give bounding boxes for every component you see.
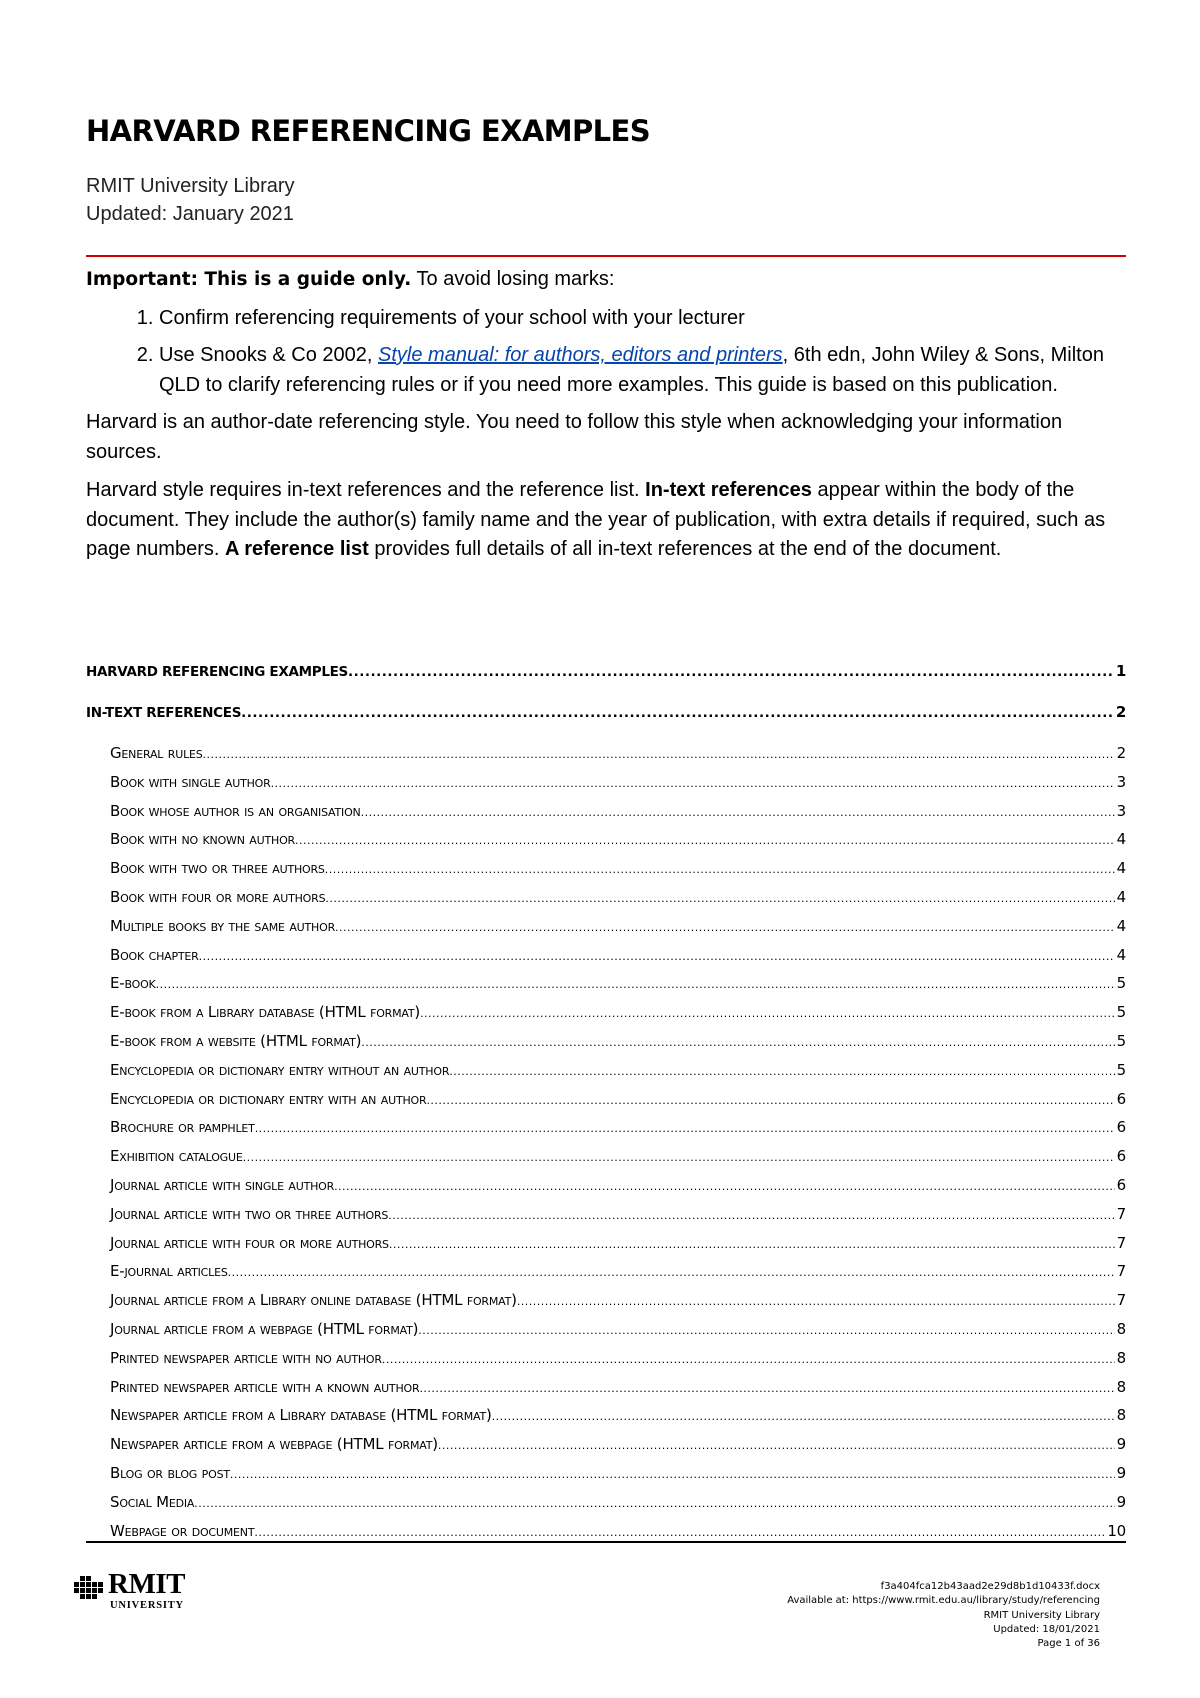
toc-entry-label: Multiple books by the same author [110, 917, 336, 935]
toc-entry-label: Webpage or document [110, 1522, 255, 1540]
toc-page-number: 8 [1116, 1407, 1126, 1425]
toc-page-number: 5 [1116, 1061, 1126, 1079]
toc-page-number: 4 [1116, 831, 1126, 849]
intro-paragraph-2 [86, 476, 1126, 565]
paragraph-text: Harvard style requires in-text references and the reference list. [86, 479, 646, 501]
toc-entry-label: Book whose author is an organisation [110, 802, 361, 820]
toc-subentry[interactable] [86, 1004, 1126, 1033]
toc-page-number: 4 [1116, 917, 1126, 935]
toc-page-number: 5 [1116, 1004, 1126, 1022]
intro-section [86, 265, 1126, 574]
toc-page-number: 3 [1116, 802, 1126, 820]
rmit-logo [74, 1568, 204, 1618]
toc-subentry[interactable] [86, 1407, 1126, 1436]
toc-entry-label: Newspaper article from a webpage (HTML format) [110, 1436, 438, 1454]
toc-leader-dots [388, 1207, 1114, 1224]
toc-page-number: 1 [1115, 663, 1126, 680]
toc-entry-label: Journal article with single author [110, 1176, 335, 1194]
toc-heading-entry[interactable] [86, 663, 1126, 704]
logo-university: UNIVERSITY [110, 1600, 184, 1611]
document-subtitle-updated: Updated: January 2021 [86, 203, 294, 225]
list-item-text: Use Snooks & Co 2002, [159, 344, 379, 366]
toc-leader-dots [492, 1408, 1115, 1425]
toc-subentry[interactable] [86, 1091, 1126, 1120]
toc-leader-dots [382, 1351, 1115, 1368]
toc-subentry[interactable] [86, 774, 1126, 803]
footer-divider [86, 1541, 1126, 1543]
document-subtitle-organisation: RMIT University Library [86, 175, 295, 197]
toc-subentry[interactable] [86, 1321, 1126, 1350]
paragraph-text: appear within the body of the document. They include the author(s) family name and the year of publication, with extra details if required, such as page numbers. [86, 479, 1106, 560]
toc-leader-dots [199, 948, 1115, 965]
toc-subentry[interactable] [86, 1148, 1126, 1177]
toc-subentry[interactable] [86, 831, 1126, 860]
toc-entry-label: Book chapter [110, 946, 199, 964]
toc-entry-label: General rules [110, 745, 203, 762]
logo-wordmark: RMIT [108, 1568, 185, 1600]
toc-subentry[interactable] [86, 947, 1126, 976]
toc-page-number: 5 [1116, 975, 1126, 993]
toc-leader-dots [295, 832, 1115, 849]
toc-leader-dots [156, 976, 1115, 993]
toc-subentry[interactable] [86, 803, 1126, 832]
toc-page-number: 9 [1116, 1464, 1126, 1482]
paragraph-text: provides full details of all in-text references at the end of the document. [368, 538, 1002, 560]
toc-entry-label: Journal article from a Library online database (HTML format) [110, 1292, 517, 1310]
toc-page-number: 5 [1116, 1032, 1126, 1050]
toc-leader-dots [255, 1120, 1115, 1137]
intro-paragraph-1: Harvard is an author-date referencing style. You need to follow this style when acknowledging your information sources. [86, 411, 1063, 463]
toc-page-number: 9 [1116, 1493, 1126, 1511]
toc-leader-dots [517, 1293, 1115, 1310]
toc-page-number: 4 [1116, 860, 1126, 878]
toc-entry-label: Encyclopedia or dictionary entry without an author [110, 1061, 450, 1079]
list-item-text: Confirm referencing requirements of your school with your lecturer [159, 306, 745, 329]
toc-leader-dots [241, 705, 1114, 721]
toc-entry-label: Printed newspaper article with no author [110, 1349, 382, 1367]
list-item-text: , 6th edn, John Wiley & Sons, Milton QLD to clarify referencing rules or if you need more examples. This guide is based on this publication. [159, 344, 1104, 396]
footer-filename: f3a404fca12b43aad2e29d8b1d10433f.docx [880, 1581, 1100, 1592]
toc-entry-label: Newspaper article from a Library database (HTML format) [110, 1407, 492, 1425]
toc-page-number: 8 [1116, 1320, 1126, 1338]
toc-leader-dots [419, 1380, 1114, 1397]
toc-entry-label: Journal article with four or more authors [110, 1234, 389, 1252]
toc-leader-dots [203, 746, 1115, 763]
toc-entry-label: Book with four or more authors [110, 888, 326, 906]
toc-subentry[interactable] [86, 1177, 1126, 1206]
toc-leader-dots [348, 664, 1114, 680]
toc-entry-label: Blog or blog post [110, 1464, 230, 1482]
document-title: HARVARD REFERENCING EXAMPLES [86, 114, 650, 148]
style-manual-link[interactable]: Style manual: for authors, editors and printers [378, 344, 783, 366]
toc-entry-label: HARVARD REFERENCING EXAMPLES [86, 664, 348, 680]
table-of-contents [86, 663, 1126, 1551]
footer-available-url: Available at: https://www.rmit.edu.au/library/study/referencing [787, 1595, 1100, 1607]
footer-page-number: Page 1 of 36 [1037, 1638, 1100, 1650]
toc-subentry[interactable] [86, 975, 1126, 1004]
toc-leader-dots [194, 1495, 1114, 1512]
toc-entry-label: E-journal articles [110, 1263, 228, 1281]
footer-organisation: RMIT University Library [983, 1609, 1100, 1621]
toc-page-number: 8 [1116, 1349, 1126, 1367]
toc-subentry[interactable] [86, 1494, 1126, 1523]
toc-entry-label: Book with two or three authors [110, 860, 325, 878]
toc-entry-label: Exhibition catalogue [110, 1148, 243, 1166]
toc-leader-dots [438, 1437, 1115, 1454]
toc-entry-label: IN-TEXT REFERENCES [86, 705, 242, 721]
toc-entry-label: Encyclopedia or dictionary entry with an author [110, 1090, 427, 1108]
important-text: To avoid losing marks: [411, 268, 615, 290]
rmit-pixel-icon [74, 1574, 104, 1604]
toc-page-number: 7 [1116, 1263, 1126, 1281]
toc-leader-dots [449, 1063, 1114, 1080]
toc-page-number: 6 [1116, 1090, 1126, 1108]
toc-heading-entry[interactable] [86, 704, 1126, 745]
toc-entry-label: E-book [110, 975, 156, 993]
bold-term: In-text references [645, 479, 812, 501]
toc-leader-dots [243, 1149, 1115, 1166]
toc-page-number: 2 [1115, 704, 1126, 721]
toc-subentry[interactable] [86, 1235, 1126, 1264]
toc-leader-dots [361, 1034, 1114, 1051]
toc-entry-label: Book with single author [110, 773, 271, 791]
toc-entry-label: Printed newspaper article with a known author [110, 1378, 420, 1396]
toc-page-number: 9 [1116, 1436, 1126, 1454]
toc-leader-dots [426, 1092, 1114, 1109]
toc-subentry[interactable] [86, 889, 1126, 918]
instructions-list [86, 304, 1126, 401]
bold-term: A reference list [224, 538, 369, 560]
toc-subentry[interactable] [86, 1465, 1126, 1494]
toc-entry-label: Brochure or pamphlet [110, 1119, 255, 1137]
list-item [159, 341, 1126, 400]
toc-page-number: 6 [1116, 1148, 1126, 1166]
toc-leader-dots [361, 804, 1115, 821]
toc-subentry[interactable] [86, 1292, 1126, 1321]
toc-leader-dots [271, 775, 1115, 792]
toc-leader-dots [418, 1322, 1114, 1339]
toc-subentry[interactable] [86, 918, 1126, 947]
toc-subentry[interactable] [86, 1523, 1126, 1552]
toc-entry-label: Journal article with two or three authors [110, 1205, 389, 1223]
toc-page-number: 6 [1116, 1176, 1126, 1194]
toc-leader-dots [325, 861, 1115, 878]
toc-entry-label: Social Media [110, 1493, 195, 1511]
toc-leader-dots [389, 1236, 1115, 1253]
footer-info [787, 1580, 1100, 1651]
toc-page-number: 7 [1116, 1234, 1126, 1252]
toc-leader-dots [334, 1178, 1115, 1195]
toc-entry-label: Book with no known author [110, 831, 295, 849]
toc-page-number: 8 [1116, 1378, 1126, 1396]
toc-subentry[interactable] [86, 1033, 1126, 1062]
toc-subentry[interactable] [86, 1263, 1126, 1292]
toc-leader-dots [325, 890, 1114, 907]
toc-page-number: 4 [1116, 946, 1126, 964]
header-divider [86, 255, 1126, 257]
toc-subentry[interactable] [86, 1119, 1126, 1148]
toc-leader-dots [335, 919, 1115, 936]
list-item [159, 304, 1126, 334]
toc-entry-label: Journal article from a webpage (HTML format) [110, 1320, 419, 1338]
toc-leader-dots [230, 1466, 1115, 1483]
toc-leader-dots [254, 1524, 1105, 1541]
toc-page-number: 7 [1116, 1292, 1126, 1310]
toc-leader-dots [228, 1264, 1115, 1281]
toc-subentry[interactable] [86, 1062, 1126, 1091]
toc-page-number: 6 [1116, 1119, 1126, 1137]
toc-subentry[interactable] [86, 745, 1126, 774]
toc-subentry[interactable] [86, 1379, 1126, 1408]
toc-page-number: 3 [1116, 773, 1126, 791]
toc-entry-label: E-book from a Library database (HTML format) [110, 1004, 421, 1022]
toc-subentry[interactable] [86, 1436, 1126, 1465]
toc-entry-label: E-book from a website (HTML format) [110, 1032, 362, 1050]
toc-subentry[interactable] [86, 1350, 1126, 1379]
toc-page-number: 2 [1116, 745, 1126, 762]
important-label: Important: This is a guide only. [86, 269, 412, 290]
toc-subentry[interactable] [86, 1206, 1126, 1235]
footer-updated: Updated: 18/01/2021 [993, 1623, 1100, 1635]
toc-page-number: 7 [1116, 1205, 1126, 1223]
toc-leader-dots [420, 1005, 1115, 1022]
toc-page-number: 10 [1107, 1522, 1126, 1540]
toc-page-number: 4 [1116, 888, 1126, 906]
important-note [86, 265, 1126, 295]
toc-subentry[interactable] [86, 860, 1126, 889]
